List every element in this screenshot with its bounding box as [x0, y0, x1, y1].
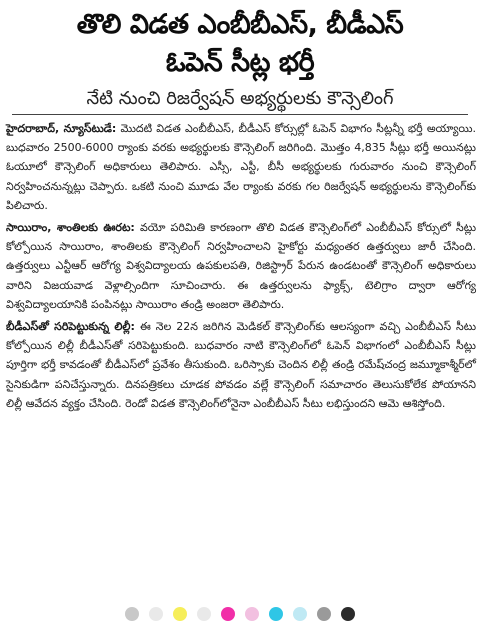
paragraph-1	[6, 119, 476, 215]
paragraph-3	[6, 317, 476, 413]
paragraph-3-lead: బీడీఎస్‌తో సరిపెట్టుకున్న లిల్లీ:	[6, 320, 135, 334]
paragraph-1-text: మొదటి విడత ఎంబీబీఎస్, బీడీఎస్ కోర్సుల్లో ఓపెన్ విభాగం సీట్లన్నీ భర్తీ అయ్యాయి. బుధవారం 2500-6000 ర్యాంకు వరకు అభ్యర్థులకు కౌన్సెలింగ్ జరిగింది. మొత్తం 4,835 సీట్లు భర్తీ అయినట్లు ఓయూలో కౌన్సెలింగ్ అధికారులు తెలిపారు. ఎస్సీ, ఎస్టీ, బీసీ అభ్యర్థులకు గురువారం నుంచి కౌన్సెలింగ్ నిర్వహించనున్నట్లు చెప్పారు. ఒకటి నుంచి మూడు వేల ర్యాంకు వరకు గల రిజర్వేషన్ అభ్యర్థులను కౌన్సెలింగ్‌కు పిలిచారు.	[6, 122, 476, 212]
headline-line-1: తొలి విడత ఎంబీబీఎస్, బీడీఎస్	[76, 9, 404, 40]
color-registration-dot	[245, 607, 259, 621]
headline-line-2: ఓపెన్ సీట్ల భర్తీ	[165, 47, 315, 78]
color-registration-dot	[341, 607, 355, 621]
color-registration-dot	[221, 607, 235, 621]
paragraph-2-lead: సాయిరాం, శాంతిలకు ఊరట:	[6, 221, 135, 235]
print-color-registration-bar	[0, 607, 480, 621]
color-registration-dot	[317, 607, 331, 621]
color-registration-dot	[149, 607, 163, 621]
paragraph-2-text: వయో పరిమితి కారణంగా తొలి విడత కౌన్సెలింగ్‌లో ఎంబీబీఎస్ కోర్సులో సీట్లు కోల్పోయిన సాయిరాం, శాంతిలకు కౌన్సెలింగ్ నిర్వహించాలని హైకోర్టు మధ్యంతర ఉత్తర్వులు జారీ చేసింది. ఉత్తర్వులు ఎన్టీఆర్ ఆరోగ్య విశ్వవిద్యాలయ ఉపకులపతి, రిజిస్ట్రార్ పేరున ఉండటంతో కౌన్సెలింగ్ అధికారులు వారిని విజయవాడ వెళ్లాల్సిందిగా సూచించారు. ఈ ఉత్తర్వులను ఫ్యాక్స్, టెలిగ్రాం ద్వారా ఆరోగ్య విశ్వవిద్యాలయానికి పంపినట్లు సాయిరాం తండ్రి అంజరా తెలిపారు.	[6, 221, 476, 311]
subheadline: నేటి నుంచి రిజర్వేషన్ అభ్యర్థులకు కౌన్సెలింగ్	[12, 88, 468, 115]
color-registration-dot	[197, 607, 211, 621]
paragraph-2	[6, 218, 476, 314]
color-registration-dot	[269, 607, 283, 621]
paragraph-3-text: ఈ నెల 22న జరిగిన మెడికల్ కౌన్సెలింగ్‌కు ఆలస్యంగా వచ్చి ఎంబీబీఎస్ సీటు కోల్పోయిన లిల్లీ బీడీఎస్‌తో సరిపెట్టుకుంది. బుధవారం నాటి కౌన్సెలింగ్‌లో ఓపెన్ విభాగంలో ఎంబీబీఎస్ సీట్లు పూర్తిగా భర్తీ కావడంతో బీడీఎస్‌లో ప్రవేశం తీసుకుంది. ఒరిస్సాకు చెందిన లిల్లీ తండ్రి రమేష్‌చంద్ర జమ్మూకాశ్మీర్‌లో సైనికుడిగా పనిచేస్తున్నారు. దినపత్రికలు చూడక పోవడం వల్లే కౌన్సెలింగ్ సమాచారం తెలుసుకోలేక పోయానని లిల్లీ ఆవేదన వ్యక్తం చేసింది. రెండో విడత కౌన్సెలింగ్‌లోనైనా ఎంబీబీఎస్ సీటు లభిస్తుందని ఆమె ఆశిస్తోంది.	[6, 320, 477, 410]
color-registration-dot	[173, 607, 187, 621]
dateline: హైదరాబాద్, న్యూస్‌టుడే:	[6, 122, 117, 135]
color-registration-dot	[125, 607, 139, 621]
color-registration-dot	[293, 607, 307, 621]
headline	[0, 6, 480, 82]
